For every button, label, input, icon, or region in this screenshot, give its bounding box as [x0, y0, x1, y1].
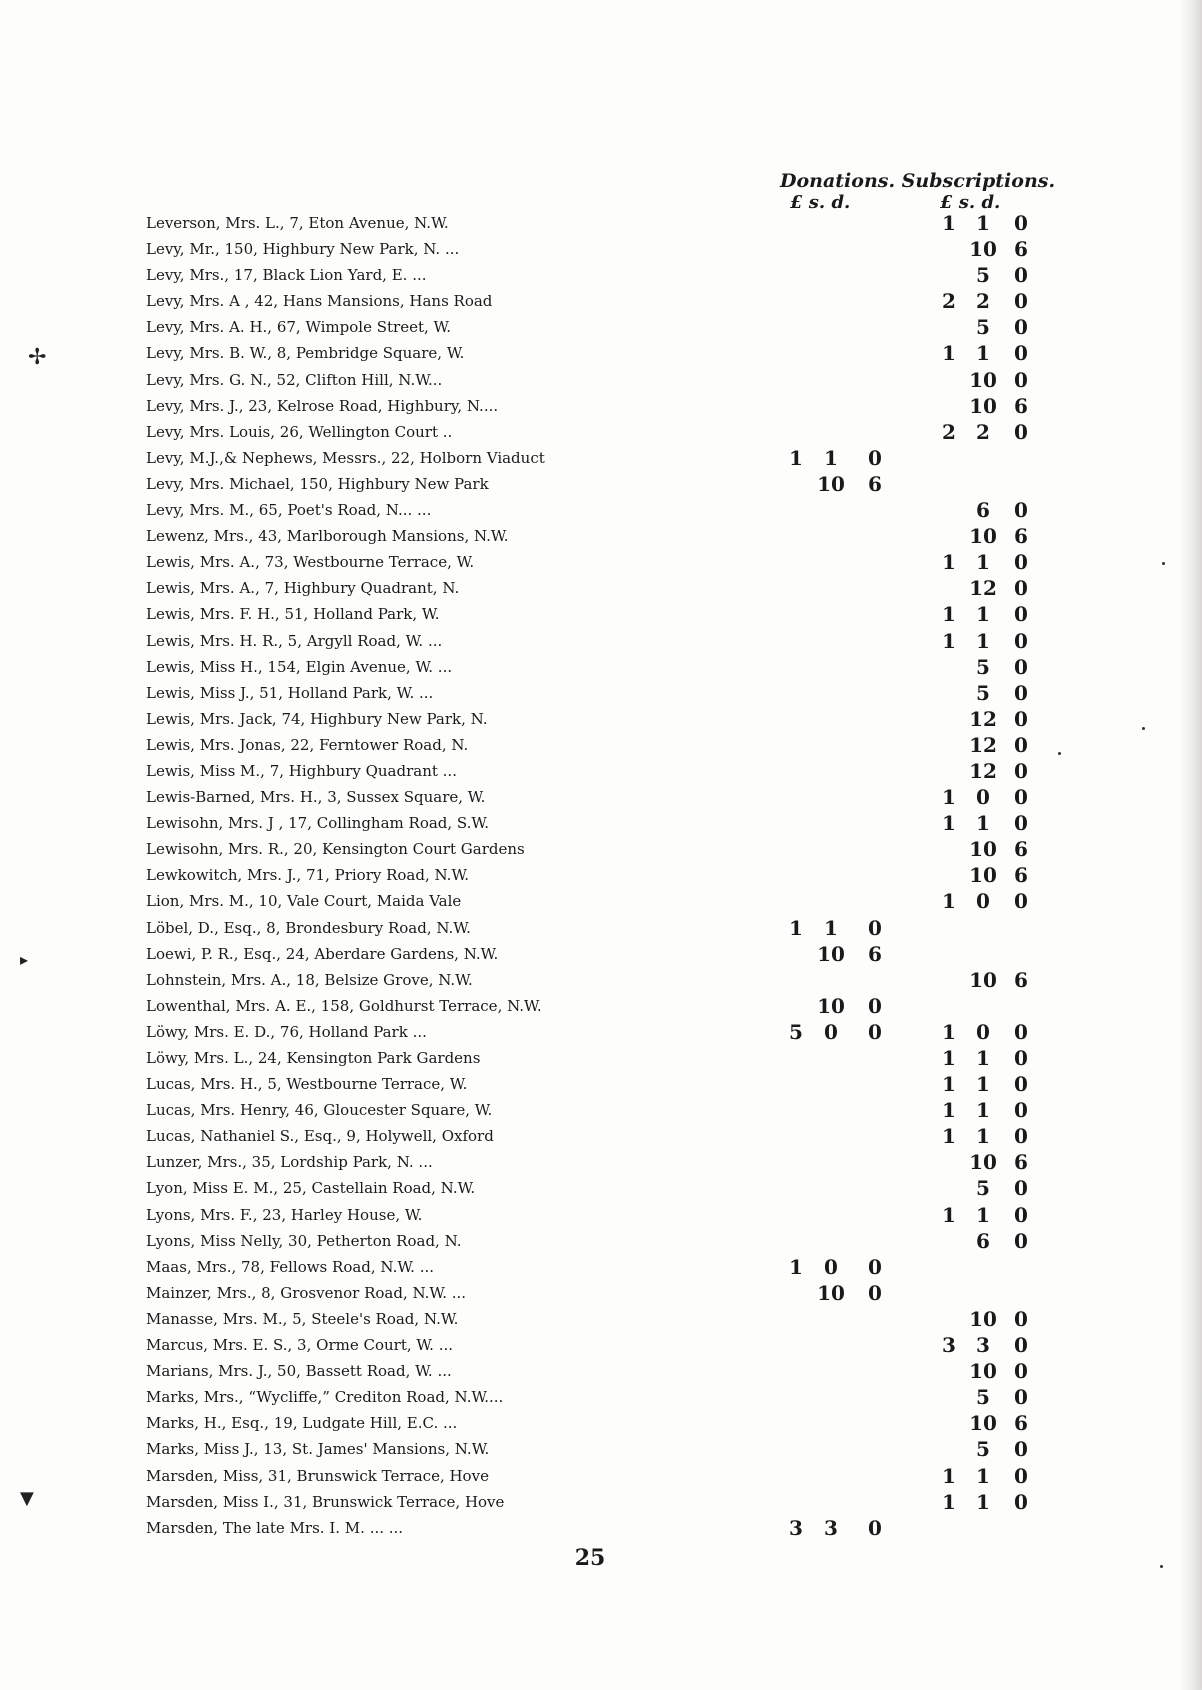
list-item: [146, 967, 1076, 993]
list-item: [146, 1097, 1076, 1123]
subscriber-name: Löwy, Mrs. L., 24, Kensington Park Gardens: [146, 1049, 481, 1067]
subscription-pounds: 2: [942, 419, 956, 444]
subscription-pence: 6: [1014, 1411, 1028, 1436]
subscription-pounds: 1: [942, 550, 956, 575]
subscription-pence: 0: [1014, 1489, 1028, 1514]
list-item: [146, 1306, 1076, 1332]
subscription-pence: 0: [1014, 1463, 1028, 1488]
list-item: [146, 497, 1076, 523]
list-item: [146, 340, 1076, 366]
donation-shillings: 10: [817, 1280, 845, 1305]
margin-mark: ▸: [20, 950, 29, 969]
subscription-pence: 6: [1014, 393, 1028, 418]
subscription-pence: 0: [1014, 1333, 1028, 1358]
list-item: [146, 1384, 1076, 1410]
list-item: [146, 210, 1076, 236]
list-item: [146, 367, 1076, 393]
subscription-shillings: 0: [976, 1019, 990, 1044]
list-item: [146, 1280, 1076, 1306]
donation-shillings: 3: [824, 1515, 838, 1540]
subscriber-name: Levy, Mrs. A. H., 67, Wimpole Street, W.: [146, 318, 452, 337]
subscriber-name: Levy, M.J.,& Nephews, Messrs., 22, Holborn Viaduct: [146, 448, 545, 467]
donation-pence: 0: [868, 1254, 882, 1279]
donation-pounds: 3: [789, 1515, 803, 1540]
subscriber-name: Levy, Mrs. M., 65, Poet's Road, N... ...: [146, 501, 432, 520]
subscription-pence: 0: [1014, 628, 1028, 653]
subscriptions-units: £ s. d.: [940, 192, 1001, 213]
subscription-shillings: 10: [969, 1411, 997, 1436]
list-item: [146, 1489, 1076, 1515]
subscriber-name: Lewis, Miss M., 7, Highbury Quadrant ...: [146, 761, 457, 780]
subscription-shillings: 1: [976, 602, 990, 627]
subscription-shillings: 5: [976, 654, 990, 679]
donation-pence: 0: [868, 993, 882, 1018]
subscriber-name: Lyons, Mrs. F., 23, Harley House, W.: [146, 1205, 423, 1224]
list-item: [146, 862, 1076, 888]
subscription-pounds: 3: [942, 1333, 956, 1358]
subscriber-name: Marks, Mrs., “Wycliffe,” Crediton Road, N.W....: [146, 1388, 504, 1407]
subscription-pence: 0: [1014, 341, 1028, 366]
subscription-pence: 0: [1014, 732, 1028, 757]
subscriber-name: Lunzer, Mrs., 35, Lordship Park, N. ...: [146, 1153, 433, 1172]
donation-pence: 6: [868, 941, 882, 966]
list-item: [146, 941, 1076, 967]
donation-shillings: 10: [817, 941, 845, 966]
list-item: [146, 784, 1076, 810]
subscriber-name: Löbel, D., Esq., 8, Brondesbury Road, N.W.: [146, 918, 471, 937]
subscription-shillings: 5: [976, 1176, 990, 1201]
list-item: [146, 915, 1076, 941]
subscription-pounds: 1: [942, 785, 956, 810]
subscription-shillings: 10: [969, 1150, 997, 1175]
subscriber-name: Maas, Mrs., 78, Fellows Road, N.W. ...: [146, 1257, 435, 1276]
subscription-pence: 6: [1014, 967, 1028, 992]
donation-pounds: 1: [789, 915, 803, 940]
subscriber-name: Levy, Mrs. A , 42, Hans Mansions, Hans Road: [146, 292, 493, 311]
list-item: [146, 1019, 1076, 1045]
subscription-shillings: 1: [976, 1046, 990, 1070]
list-item: [146, 706, 1076, 732]
subscriber-name: Marsden, Miss I., 31, Brunswick Terrace, Hove: [146, 1492, 505, 1511]
subscription-pounds: 1: [942, 1124, 956, 1149]
subscriber-name: Lewis, Mrs. H. R., 5, Argyll Road, W. ...: [146, 631, 443, 650]
subscriber-name: Lyons, Miss Nelly, 30, Petherton Road, N.: [146, 1231, 462, 1250]
subscriber-name: Mainzer, Mrs., 8, Grosvenor Road, N.W. ...: [146, 1283, 467, 1302]
subscriber-name: Lewis, Mrs. Jack, 74, Highbury New Park, N.: [146, 709, 488, 728]
subscriber-name: Loewi, P. R., Esq., 24, Aberdare Gardens, N.W.: [146, 944, 499, 963]
subscription-shillings: 1: [976, 811, 990, 836]
subscription-pence: 0: [1014, 1202, 1028, 1227]
subscriber-name: Manasse, Mrs. M., 5, Steele's Road, N.W.: [146, 1309, 459, 1328]
subscriber-name: Lewis, Mrs. Jonas, 22, Ferntower Road, N.: [146, 735, 469, 754]
list-item: [146, 1358, 1076, 1384]
subscriber-name: Levy, Mrs., 17, Black Lion Yard, E. ...: [146, 266, 427, 285]
donation-shillings: 10: [817, 471, 845, 496]
subscriber-name: Lewkowitch, Mrs. J., 71, Priory Road, N.W.: [146, 866, 470, 885]
donation-shillings: 0: [824, 1254, 838, 1279]
subscription-pounds: 1: [942, 1098, 956, 1123]
subscription-pence: 0: [1014, 550, 1028, 575]
subscriber-name: Levy, Mrs. G. N., 52, Clifton Hill, N.W...: [146, 370, 443, 389]
subscription-pence: 0: [1014, 654, 1028, 679]
list-item: [146, 1515, 1076, 1541]
donation-shillings: 1: [824, 445, 838, 470]
donations-units: £ s. d.: [790, 192, 851, 213]
subscription-shillings: 1: [976, 211, 990, 235]
subscriber-name: Marians, Mrs. J., 50, Bassett Road, W. ...: [146, 1362, 452, 1381]
subscriber-name: Levy, Mrs. B. W., 8, Pembridge Square, W.: [146, 344, 465, 363]
subscriber-name: Lowenthal, Mrs. A. E., 158, Goldhurst Terrace, N.W.: [146, 996, 542, 1015]
subscription-pounds: 1: [942, 1046, 956, 1070]
subscriber-name: Levy, Mrs. J., 23, Kelrose Road, Highbury, N....: [146, 396, 499, 415]
subscriber-name: Lewenz, Mrs., 43, Marlborough Mansions, N.W.: [146, 527, 509, 546]
subscription-pence: 0: [1014, 758, 1028, 783]
subscription-shillings: 1: [976, 1489, 990, 1514]
list-item: [146, 393, 1076, 419]
subscription-shillings: 10: [969, 367, 997, 392]
subscription-shillings: 5: [976, 680, 990, 705]
subscription-shillings: 6: [976, 1228, 990, 1253]
speck: [1160, 1565, 1163, 1568]
subscription-shillings: 2: [976, 289, 990, 314]
subscriber-name: Lewisohn, Mrs. J , 17, Collingham Road, S.W.: [146, 814, 490, 833]
subscription-shillings: 12: [969, 706, 997, 731]
subscription-shillings: 10: [969, 524, 997, 549]
subscription-pounds: 1: [942, 628, 956, 653]
subscription-pounds: 1: [942, 1489, 956, 1514]
list-item: [146, 523, 1076, 549]
subscription-shillings: 10: [969, 863, 997, 888]
list-item: [146, 1463, 1076, 1489]
subscriber-name: Lucas, Mrs. Henry, 46, Gloucester Square, W.: [146, 1101, 493, 1120]
subscription-pence: 6: [1014, 863, 1028, 888]
column-header: Donations. Subscriptions.: [780, 170, 1056, 192]
subscription-shillings: 2: [976, 419, 990, 444]
list-item: [146, 1071, 1076, 1097]
subscription-pence: 0: [1014, 1385, 1028, 1410]
subscriber-name: Marsden, Miss, 31, Brunswick Terrace, Hove: [146, 1466, 489, 1485]
subscriber-name: Marsden, The late Mrs. I. M. ... ...: [146, 1518, 404, 1537]
donation-pence: 0: [868, 445, 882, 470]
subscription-shillings: 1: [976, 1202, 990, 1227]
list-item: [146, 1123, 1076, 1149]
subscriber-name: Marcus, Mrs. E. S., 3, Orme Court, W. ...: [146, 1336, 454, 1355]
subscription-shillings: 0: [976, 889, 990, 914]
subscriber-name: Levy, Mrs. Louis, 26, Wellington Court ..: [146, 422, 453, 441]
subscription-pounds: 1: [942, 211, 956, 235]
subscription-pounds: 1: [942, 1072, 956, 1097]
speck: [1142, 727, 1145, 730]
subscription-pence: 0: [1014, 289, 1028, 314]
list-item: [146, 236, 1076, 262]
subscription-shillings: 5: [976, 315, 990, 340]
subscription-shillings: 1: [976, 1072, 990, 1097]
donation-pence: 0: [868, 1019, 882, 1044]
list-item: [146, 993, 1076, 1019]
list-item: [146, 419, 1076, 445]
subscription-pence: 0: [1014, 602, 1028, 627]
list-item: [146, 262, 1076, 288]
subscriber-name: Lewis, Miss H., 154, Elgin Avenue, W. ...: [146, 657, 453, 676]
page-number: 25: [574, 1545, 606, 1571]
subscription-pence: 0: [1014, 1072, 1028, 1097]
donation-pounds: 1: [789, 445, 803, 470]
subscription-pence: 0: [1014, 211, 1028, 235]
subscriber-name: Löwy, Mrs. E. D., 76, Holland Park ...: [146, 1022, 427, 1041]
subscription-shillings: 1: [976, 550, 990, 575]
subscription-pounds: 1: [942, 811, 956, 836]
list-item: [146, 1045, 1076, 1071]
subscriber-name: Lewis, Mrs. A., 7, Highbury Quadrant, N.: [146, 579, 460, 598]
subscription-shillings: 1: [976, 1098, 990, 1123]
subscription-shillings: 1: [976, 1463, 990, 1488]
subscription-shillings: 1: [976, 341, 990, 366]
donation-shillings: 10: [817, 993, 845, 1018]
subscriber-list: [146, 210, 1076, 1541]
subscription-pence: 0: [1014, 1046, 1028, 1070]
subscription-pence: 0: [1014, 1359, 1028, 1384]
subscription-shillings: 5: [976, 1385, 990, 1410]
list-item: [146, 575, 1076, 601]
subscription-shillings: 5: [976, 1437, 990, 1462]
page-edge-shadow: [1180, 0, 1202, 1690]
subscriber-name: Marks, Miss J., 13, St. James' Mansions, N.W.: [146, 1440, 490, 1459]
subscriber-name: Lohnstein, Mrs. A., 18, Belsize Grove, N.W.: [146, 970, 473, 989]
subscriber-name: Levy, Mr., 150, Highbury New Park, N. ...: [146, 240, 460, 259]
list-item: [146, 732, 1076, 758]
subscription-pence: 0: [1014, 889, 1028, 914]
subscriber-name: Lucas, Nathaniel S., Esq., 9, Holywell, Oxford: [146, 1127, 494, 1146]
speck: [1162, 562, 1165, 565]
subscription-pence: 0: [1014, 419, 1028, 444]
list-item: [146, 1228, 1076, 1254]
subscriber-name: Lucas, Mrs. H., 5, Westbourne Terrace, W.: [146, 1075, 468, 1094]
subscription-pence: 0: [1014, 315, 1028, 340]
donation-pounds: 1: [789, 1254, 803, 1279]
list-item: [146, 445, 1076, 471]
subscriber-name: Levy, Mrs. Michael, 150, Highbury New Park: [146, 474, 489, 493]
subscription-pence: 0: [1014, 263, 1028, 288]
subscription-pence: 0: [1014, 1124, 1028, 1149]
donation-shillings: 0: [824, 1019, 838, 1044]
subscription-shillings: 12: [969, 576, 997, 601]
subscription-pence: 0: [1014, 706, 1028, 731]
subscriber-name: Lyon, Miss E. M., 25, Castellain Road, N.W.: [146, 1179, 476, 1198]
subscription-shillings: 0: [976, 785, 990, 810]
subscription-pence: 0: [1014, 1098, 1028, 1123]
list-item: [146, 314, 1076, 340]
list-item: [146, 471, 1076, 497]
list-item: [146, 1410, 1076, 1436]
subscription-shillings: 10: [969, 837, 997, 862]
subscription-pounds: 1: [942, 1019, 956, 1044]
subscription-pounds: 1: [942, 889, 956, 914]
subscription-pence: 6: [1014, 237, 1028, 262]
list-item: [146, 1436, 1076, 1462]
donation-pounds: 5: [789, 1019, 803, 1044]
subscriber-name: Lewis, Mrs. A., 73, Westbourne Terrace, W.: [146, 553, 475, 572]
list-item: [146, 1175, 1076, 1201]
subscription-shillings: 6: [976, 498, 990, 523]
subscription-shillings: 10: [969, 393, 997, 418]
subscription-pence: 0: [1014, 785, 1028, 810]
subscription-pence: 0: [1014, 1437, 1028, 1462]
list-item: [146, 288, 1076, 314]
list-item: [146, 758, 1076, 784]
subscription-pence: 6: [1014, 1150, 1028, 1175]
donation-shillings: 1: [824, 915, 838, 940]
subscription-pence: 0: [1014, 1228, 1028, 1253]
subscription-pounds: 1: [942, 1202, 956, 1227]
subscription-shillings: 10: [969, 967, 997, 992]
subscription-shillings: 10: [969, 237, 997, 262]
subscription-pence: 0: [1014, 811, 1028, 836]
donation-pence: 6: [868, 471, 882, 496]
list-item: [146, 836, 1076, 862]
donation-pence: 0: [868, 915, 882, 940]
subscription-pounds: 1: [942, 341, 956, 366]
subscriber-name: Marks, H., Esq., 19, Ludgate Hill, E.C. ...: [146, 1414, 458, 1433]
subscriber-name: Lewis-Barned, Mrs. H., 3, Sussex Square, W.: [146, 788, 486, 807]
subscription-pounds: 1: [942, 1463, 956, 1488]
subscription-shillings: 5: [976, 263, 990, 288]
subscription-pounds: 2: [942, 289, 956, 314]
subscription-pence: 6: [1014, 524, 1028, 549]
list-item: [146, 1149, 1076, 1175]
subscriber-name: Lewis, Mrs. F. H., 51, Holland Park, W.: [146, 605, 440, 624]
list-item: [146, 888, 1076, 914]
list-item: [146, 549, 1076, 575]
subscription-pounds: 1: [942, 602, 956, 627]
subscription-pence: 0: [1014, 576, 1028, 601]
subscription-shillings: 10: [969, 1306, 997, 1331]
subscriber-name: Lewisohn, Mrs. R., 20, Kensington Court Gardens: [146, 840, 525, 859]
subscription-shillings: 3: [976, 1333, 990, 1358]
subscription-shillings: 1: [976, 1124, 990, 1149]
subscription-pence: 0: [1014, 680, 1028, 705]
list-item: [146, 680, 1076, 706]
list-item: [146, 628, 1076, 654]
subscription-pence: 0: [1014, 1176, 1028, 1201]
subscription-shillings: 12: [969, 758, 997, 783]
subscription-shillings: 10: [969, 1359, 997, 1384]
list-item: [146, 1332, 1076, 1358]
subscription-pence: 0: [1014, 367, 1028, 392]
subscriber-name: Leverson, Mrs. L., 7, Eton Avenue, N.W.: [146, 214, 449, 232]
list-item: [146, 601, 1076, 627]
list-item: [146, 654, 1076, 680]
donation-pence: 0: [868, 1515, 882, 1540]
subscriber-name: Lion, Mrs. M., 10, Vale Court, Maida Vale: [146, 892, 462, 911]
list-item: [146, 1202, 1076, 1228]
list-item: [146, 1254, 1076, 1280]
subscription-pence: 6: [1014, 837, 1028, 862]
margin-mark: ✢: [28, 345, 47, 370]
subscription-shillings: 12: [969, 732, 997, 757]
subscriber-name: Lewis, Miss J., 51, Holland Park, W. ...: [146, 683, 434, 702]
subscription-shillings: 1: [976, 628, 990, 653]
subscription-pence: 0: [1014, 1306, 1028, 1331]
list-item: [146, 810, 1076, 836]
subscription-pence: 0: [1014, 498, 1028, 523]
subscription-pence: 0: [1014, 1019, 1028, 1044]
donation-pence: 0: [868, 1280, 882, 1305]
margin-mark: ▼: [20, 1488, 34, 1509]
